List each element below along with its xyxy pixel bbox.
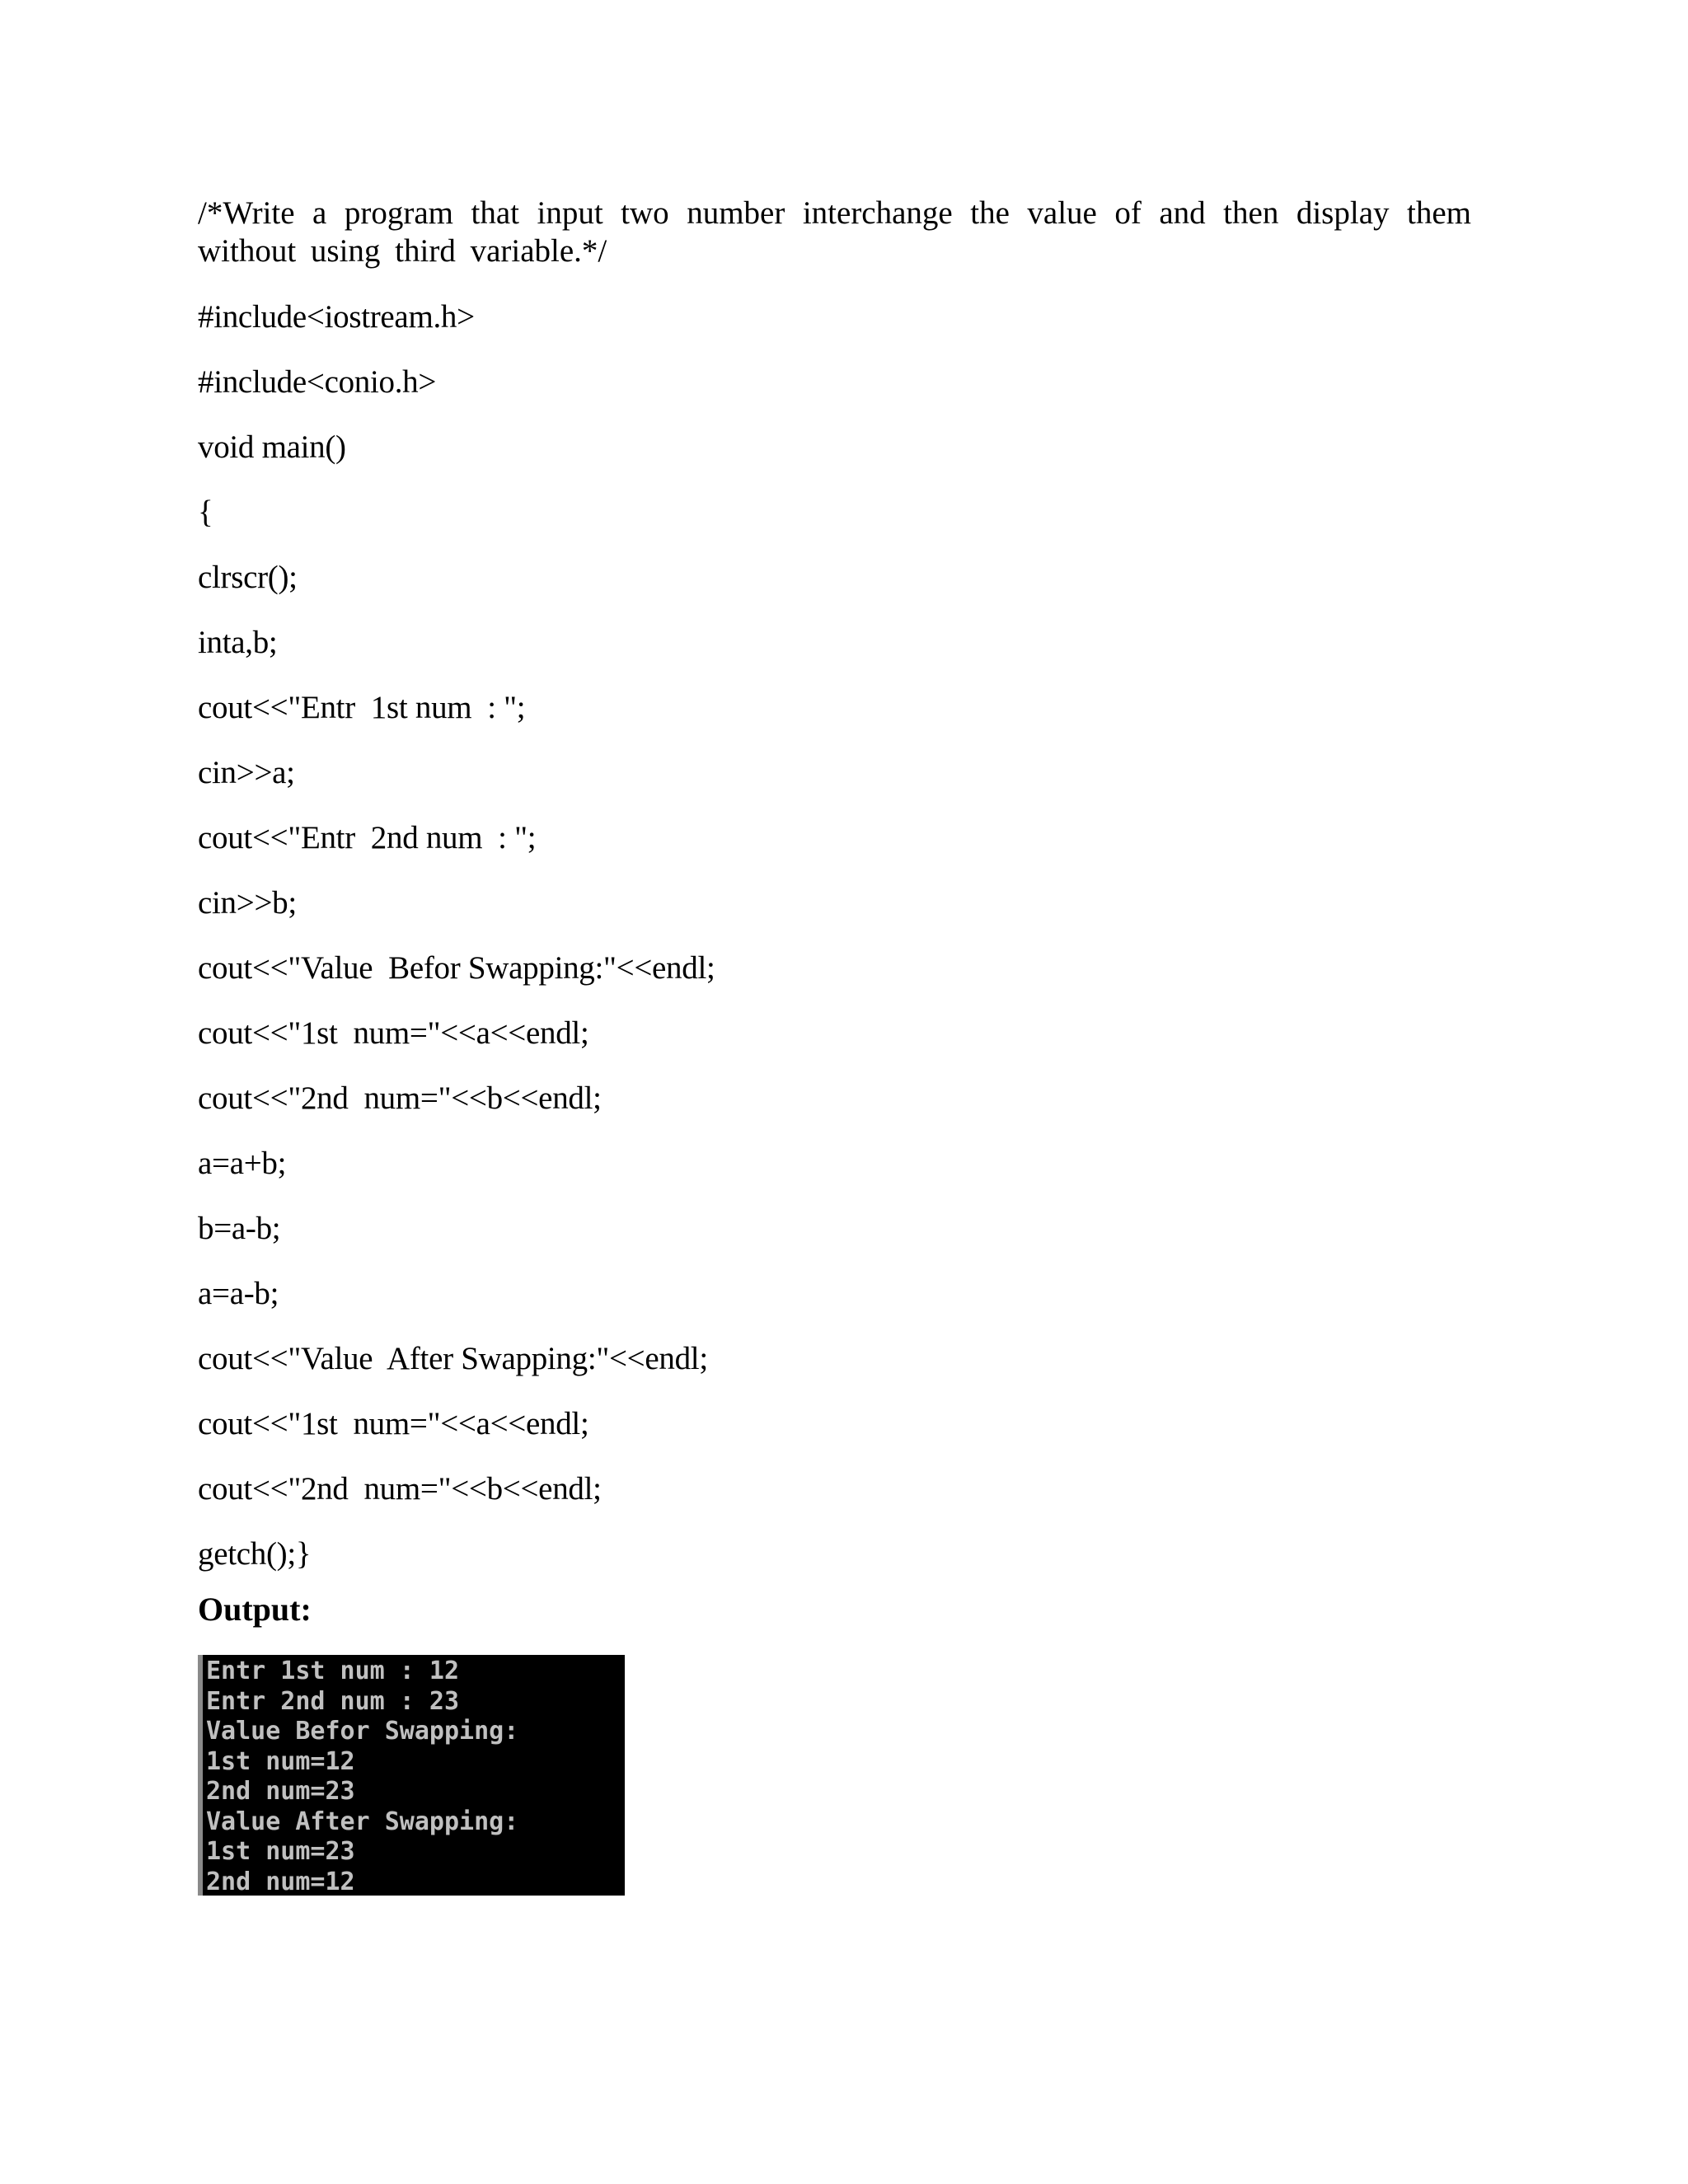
code-line: inta,b;: [198, 625, 278, 660]
code-line: cout<<"Entr 2nd num : ";: [198, 820, 537, 855]
code-line: cout<<"1st num="<<a<<endl;: [198, 1015, 589, 1051]
console-line: 1st num=23: [206, 1837, 355, 1866]
console-line: Entr 2nd num : 23: [206, 1686, 460, 1716]
program-description-comment: /*Write a program that input two number interchange the value of and then display them without using third variable.*/: [198, 195, 1471, 269]
code-line: b=a-b;: [198, 1211, 281, 1246]
code-line: a=a-b;: [198, 1276, 279, 1311]
code-line: cout<<"2nd num="<<b<<endl;: [198, 1080, 602, 1116]
code-line: cout<<"Value Befor Swapping:"<<endl;: [198, 950, 715, 986]
code-line: void main(): [198, 429, 346, 465]
output-heading: Output:: [198, 1591, 312, 1628]
code-line: cout<<"Entr 1st num : ";: [198, 690, 526, 725]
code-line: #include<iostream.h>: [198, 299, 475, 335]
code-line: {: [198, 494, 213, 530]
console-line: Value Befor Swapping:: [206, 1717, 519, 1746]
code-line: cout<<"Value After Swapping:"<<endl;: [198, 1341, 708, 1376]
console-line: 2nd num=12: [206, 1867, 355, 1896]
code-line: #include<conio.h>: [198, 364, 437, 400]
code-line: cin>>a;: [198, 755, 295, 790]
code-line: cout<<"1st num="<<a<<endl;: [198, 1406, 589, 1441]
console-line: 2nd num=23: [206, 1777, 355, 1806]
console-output-screenshot: [198, 1655, 625, 1896]
console-line: 1st num=12: [206, 1746, 355, 1776]
console-line: Entr 1st num : 12: [206, 1657, 460, 1685]
code-line: clrscr();: [198, 560, 298, 595]
code-line: cin>>b;: [198, 885, 297, 921]
console-line: Value After Swapping:: [206, 1807, 519, 1836]
code-line: a=a+b;: [198, 1146, 287, 1181]
code-line: getch();}: [198, 1536, 312, 1572]
code-line: cout<<"2nd num="<<b<<endl;: [198, 1471, 602, 1507]
